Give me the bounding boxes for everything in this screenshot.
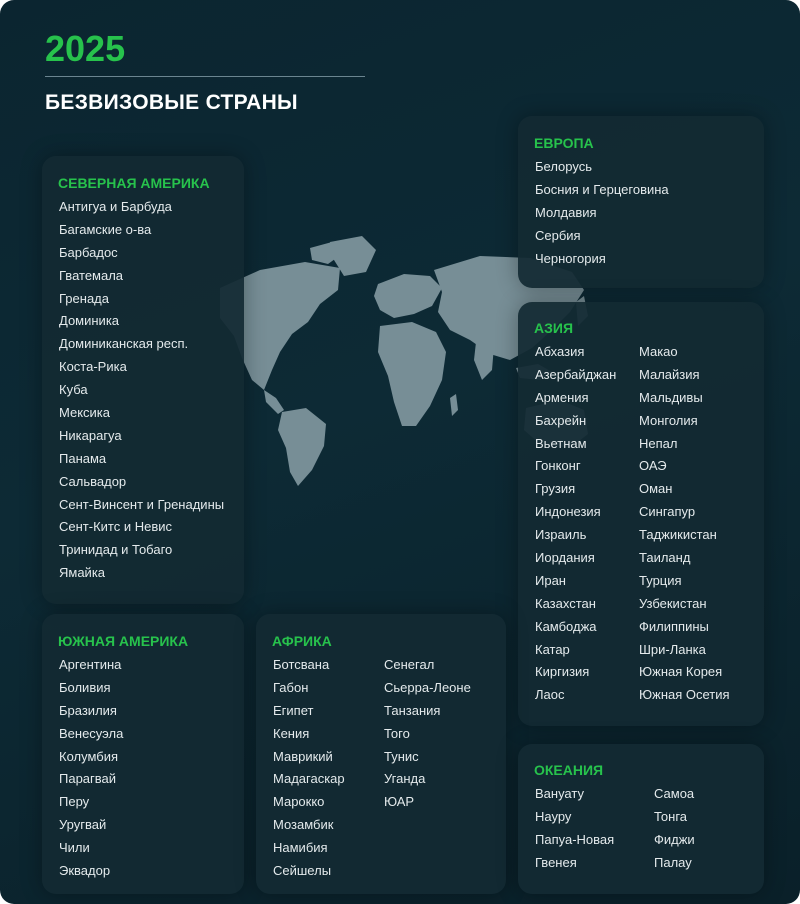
country-item: Боливия — [59, 679, 111, 695]
country-item: Грузия — [535, 481, 576, 497]
country-item: Фиджи — [654, 831, 695, 847]
country-item: Филиппины — [639, 618, 709, 634]
region-title-europe: ЕВРОПА — [534, 135, 594, 151]
country-item: Коста-Рика — [59, 359, 127, 375]
country-item: Молдавия — [535, 204, 597, 220]
country-item: Южная Осетия — [639, 687, 730, 703]
country-item: Лаос — [535, 687, 565, 703]
country-item: Иран — [535, 572, 566, 588]
country-item: Мексика — [59, 405, 111, 421]
country-item: Сент-Китс и Невис — [59, 519, 172, 535]
country-list-africa-1 — [273, 654, 345, 883]
country-item: Израиль — [535, 527, 587, 543]
country-item: Чили — [59, 840, 90, 856]
country-item: Доминиканская респ. — [59, 336, 189, 352]
country-item: Эквадор — [59, 863, 111, 879]
country-item: ЮАР — [384, 794, 415, 810]
country-item: Египет — [273, 702, 314, 718]
card-asia — [518, 302, 764, 726]
card-africa — [256, 614, 506, 894]
country-item: Тунис — [384, 748, 419, 764]
country-item: Барбадос — [59, 244, 118, 260]
country-item: Панама — [59, 450, 107, 466]
country-item: Парагвай — [59, 771, 117, 787]
country-item: Иордания — [535, 550, 595, 566]
country-item: Мальдивы — [639, 389, 703, 405]
card-north-america — [42, 156, 244, 604]
country-item: Абхазия — [535, 344, 585, 359]
country-item: Гренада — [59, 290, 109, 306]
year-heading: 2025 — [45, 28, 126, 69]
card-south-america — [42, 614, 244, 894]
country-item: Казахстан — [535, 595, 596, 611]
country-list-asia-2 — [639, 341, 730, 707]
country-item: Самоа — [654, 786, 695, 801]
country-item: Венесуэла — [59, 725, 124, 741]
country-item: Палау — [654, 854, 692, 870]
country-item: Намибия — [273, 840, 328, 856]
country-list-oceania-2 — [654, 783, 695, 875]
country-list-oceania-1 — [535, 783, 614, 875]
country-item: Кения — [273, 725, 310, 741]
country-item: Бразилия — [59, 702, 117, 718]
country-item: Никарагуа — [59, 427, 122, 443]
country-item: Сент-Винсент и Гренадины — [59, 496, 225, 512]
country-item: Сингапур — [639, 504, 696, 520]
country-item: Малайзия — [639, 366, 700, 382]
country-item: Бахрейн — [535, 412, 587, 428]
country-item: Южная Корея — [639, 664, 723, 680]
country-item: Гвенея — [535, 854, 577, 870]
country-item: Танзания — [384, 702, 441, 718]
country-item: Катар — [535, 641, 570, 657]
country-item: Азербайджан — [535, 366, 617, 382]
country-list-asia-1 — [535, 341, 616, 707]
country-item: Вьетнам — [535, 435, 587, 451]
country-item: Куба — [59, 382, 88, 398]
region-title-north-america: СЕВЕРНАЯ АМЕРИКА — [58, 175, 210, 191]
country-item: Аргентина — [59, 657, 122, 672]
country-list-north-america — [59, 196, 224, 585]
region-title-south-america: ЮЖНАЯ АМЕРИКА — [58, 633, 189, 649]
country-item: Тонга — [654, 808, 688, 824]
country-item: Маврикий — [273, 748, 333, 764]
country-item: Ботсвана — [273, 657, 330, 672]
country-item: Колумбия — [59, 748, 118, 764]
country-item: Папуа-Новая — [535, 831, 615, 847]
country-item: Мозамбик — [273, 817, 334, 833]
country-item: Сенегал — [384, 657, 435, 672]
country-item: Узбекистан — [639, 595, 707, 611]
country-item: Перу — [59, 794, 90, 810]
country-list-europe — [535, 156, 669, 270]
country-list-south-america — [59, 654, 123, 883]
divider — [45, 76, 365, 77]
country-item: Черногория — [535, 250, 606, 266]
country-item: Таиланд — [639, 550, 691, 566]
country-item: Гватемала — [59, 267, 124, 283]
country-item: Уганда — [384, 771, 426, 787]
country-item: Марокко — [273, 794, 325, 810]
country-item: Ямайка — [59, 565, 106, 581]
country-item: Турция — [639, 572, 682, 588]
region-title-africa: АФРИКА — [272, 633, 332, 649]
country-item: Армения — [535, 389, 589, 405]
country-item: Сербия — [535, 227, 581, 243]
country-item: Оман — [639, 481, 673, 497]
region-title-oceania: ОКЕАНИЯ — [534, 762, 604, 778]
country-item: Вануату — [535, 786, 584, 801]
country-item: Белорусь — [535, 159, 593, 174]
country-item: Индонезия — [535, 504, 601, 520]
country-item: Шри-Ланка — [639, 641, 706, 657]
country-item: Камбоджа — [535, 618, 597, 634]
country-item: ОАЭ — [639, 458, 667, 474]
page-title: БЕЗВИЗОВЫЕ СТРАНЫ — [45, 91, 298, 114]
country-item: Таджикистан — [639, 527, 717, 543]
country-list-africa-2 — [384, 654, 471, 814]
country-item: Габон — [273, 679, 309, 695]
country-item: Доминика — [59, 313, 120, 329]
country-item: Макао — [639, 344, 678, 359]
country-item: Уругвай — [59, 817, 107, 833]
country-item: Мадагаскар — [273, 771, 345, 787]
country-item: Сьерра-Леоне — [384, 679, 471, 695]
country-item: Киргизия — [535, 664, 590, 680]
country-item: Того — [384, 725, 410, 741]
country-item: Науру — [535, 808, 572, 824]
country-item: Сейшелы — [273, 863, 332, 879]
card-europe — [518, 116, 764, 288]
country-item: Антигуа и Барбуда — [59, 199, 172, 214]
country-item: Босния и Герцеговина — [535, 181, 669, 197]
country-item: Сальвадор — [59, 473, 127, 489]
card-oceania — [518, 744, 764, 894]
country-item: Тринидад и Тобаго — [59, 542, 173, 558]
country-item: Монголия — [639, 412, 698, 428]
country-item: Гонконг — [535, 458, 581, 474]
region-title-asia: АЗИЯ — [534, 320, 574, 336]
country-item: Багамские о-ва — [59, 221, 152, 237]
country-item: Непал — [639, 435, 678, 451]
